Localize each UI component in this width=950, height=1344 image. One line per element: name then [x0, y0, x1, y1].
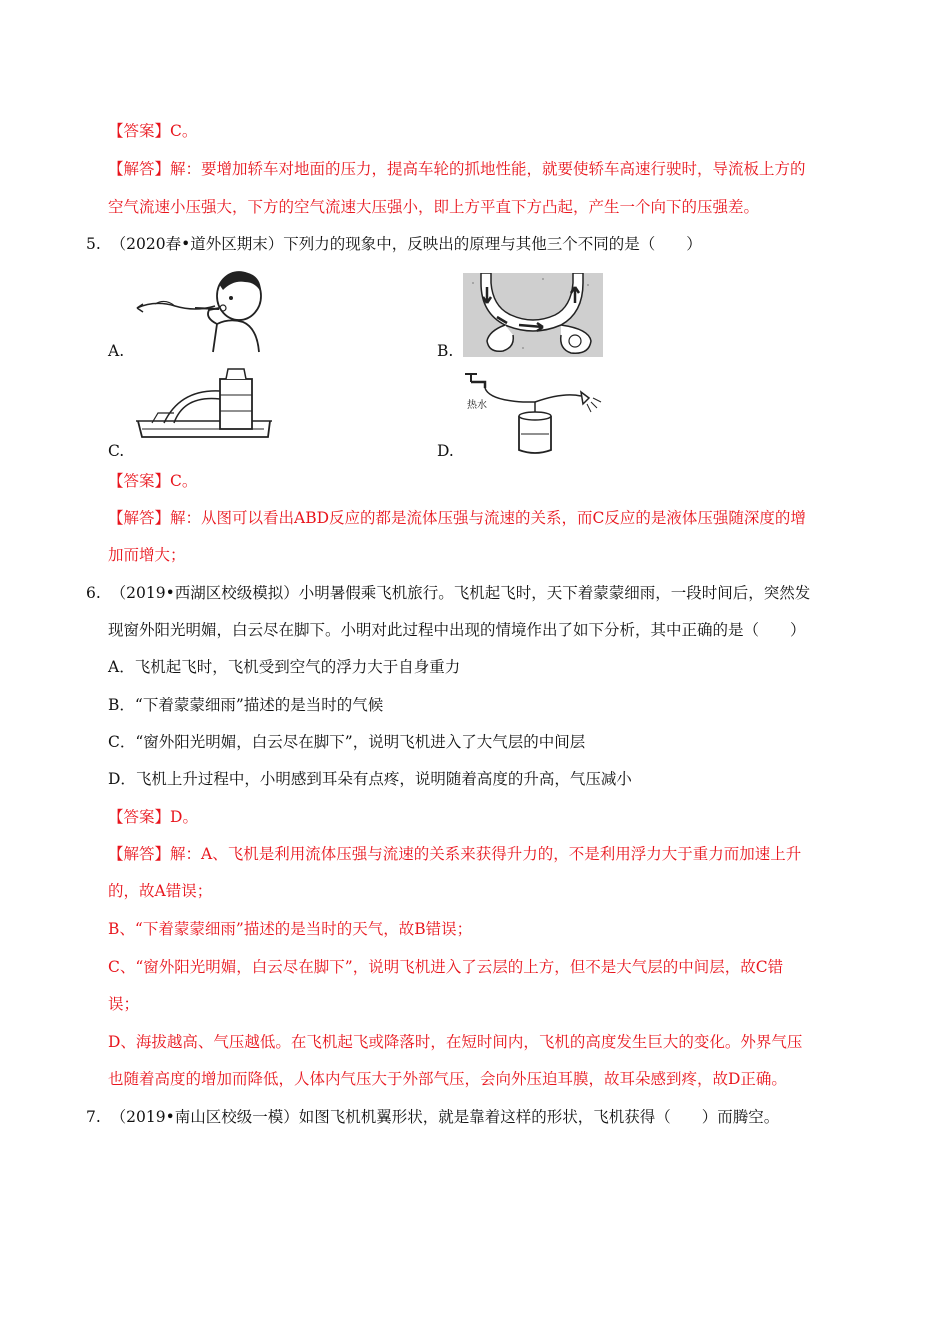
analysis-tag: 【解答】 — [108, 509, 171, 527]
analysis-text: 解：要增加轿车对地面的压力，提高车轮的抓地性能，就要使轿车高速行驶时，导流板上方的 — [170, 160, 806, 178]
analysis-text: 解：A、飞机是利用流体压强与流速的关系来获得升力的，不是利用浮力大于重力而加速上升 — [170, 845, 802, 863]
q6-stem-line-2: 现窗外阳光明媚，白云尽在脚下。小明对此过程中出现的情境作出了如下分析，其中正确的是（ ） — [108, 621, 806, 639]
question-text: （2019•南山区校级一模）如图飞机机翼形状，就是靠着这样的形状，飞机获得（ ）而腾空。 — [110, 1108, 780, 1126]
q6-option-b: B．“下着蒙蒙细雨”描述的是当时的气候 — [108, 696, 384, 714]
analysis-tag: 【解答】 — [108, 160, 171, 178]
answer-value: C。 — [170, 122, 198, 140]
q4-analysis-line-2: 空气流速小压强大，下方的空气流速大压强小，即上方平直下方凸起，产生一个向下的压强差。 — [108, 198, 760, 216]
question-text: （2019•西湖区校级模拟）小明暑假乘飞机旅行。飞机起飞时，天下着蒙蒙细雨，一段时间后，突然发 — [110, 584, 811, 602]
q6-analysis-line-5: 误； — [108, 995, 140, 1013]
q6-analysis-line-2: 的，故A错误； — [108, 882, 213, 900]
q6-option-a: A．飞机起飞时，飞机受到空气的浮力大于自身重力 — [108, 658, 461, 676]
q6-option-c: C．“窗外阳光明媚，白云尽在脚下”，说明飞机进入了大气层的中间层 — [108, 733, 586, 751]
q5-option-a-label: A. — [108, 342, 125, 360]
q6-answer — [108, 806, 198, 828]
question-number: 5. — [86, 235, 101, 253]
q5-analysis-line-2: 加而增大； — [108, 546, 186, 564]
q6-analysis-line-4: C、“窗外阳光明媚，白云尽在脚下”，说明飞机进入了云层的上方，但不是大气层的中间层，故C错 — [108, 958, 784, 976]
figure-a-boy-blowing — [135, 268, 265, 356]
analysis-tag: 【解答】 — [108, 845, 171, 863]
q5-option-d-label: D. — [437, 442, 454, 460]
q6-option-d: D．飞机上升过程中，小明感到耳朵有点疼，说明随着高度的升高，气压减小 — [108, 770, 632, 788]
q5-option-b-label: B. — [437, 342, 454, 360]
q6-analysis-line-3: B、“下着蒙蒙细雨”描述的是当时的天气，故B错误； — [108, 920, 473, 938]
hot-water-label: 热水 — [467, 400, 487, 411]
analysis-text: 解：从图可以看出ABD反应的都是流体压强与流速的关系，而C反应的是液体压强随深度的增 — [170, 509, 806, 527]
figure-b-burrow — [463, 273, 603, 357]
q5-analysis-line-1 — [108, 507, 806, 529]
answer-value: C。 — [170, 472, 198, 490]
q4-analysis-line-1 — [108, 158, 806, 180]
q6-analysis-line-6: D、海拔越高、气压越低。在飞机起飞或降落时，在短时间内，飞机的高度发生巨大的变化。外界气压 — [108, 1033, 803, 1051]
question-number: 7. — [86, 1108, 101, 1126]
figure-c-bottle-trough — [134, 365, 272, 443]
answer-tag: 【答案】 — [108, 472, 171, 490]
q6-stem-line-1 — [86, 582, 810, 604]
answer-value: D。 — [170, 808, 198, 826]
figure-d-hot-water-shower — [463, 368, 608, 456]
answer-tag: 【答案】 — [108, 122, 171, 140]
q7-stem — [86, 1106, 779, 1128]
q6-analysis-line-1 — [108, 843, 801, 865]
q6-analysis-line-7: 也随着高度的增加而降低，人体内气压大于外部气压，会向外压迫耳膜，故耳朵感到疼，故D正确。 — [108, 1070, 787, 1088]
question-text: （2020春•道外区期末）下列力的现象中，反映出的原理与其他三个不同的是（ ） — [110, 235, 702, 253]
answer-tag: 【答案】 — [108, 808, 171, 826]
q5-answer — [108, 470, 197, 492]
q5-stem — [86, 233, 702, 255]
q4-answer — [108, 120, 197, 142]
q5-option-c-label: C. — [108, 442, 125, 460]
question-number: 6. — [86, 584, 101, 602]
